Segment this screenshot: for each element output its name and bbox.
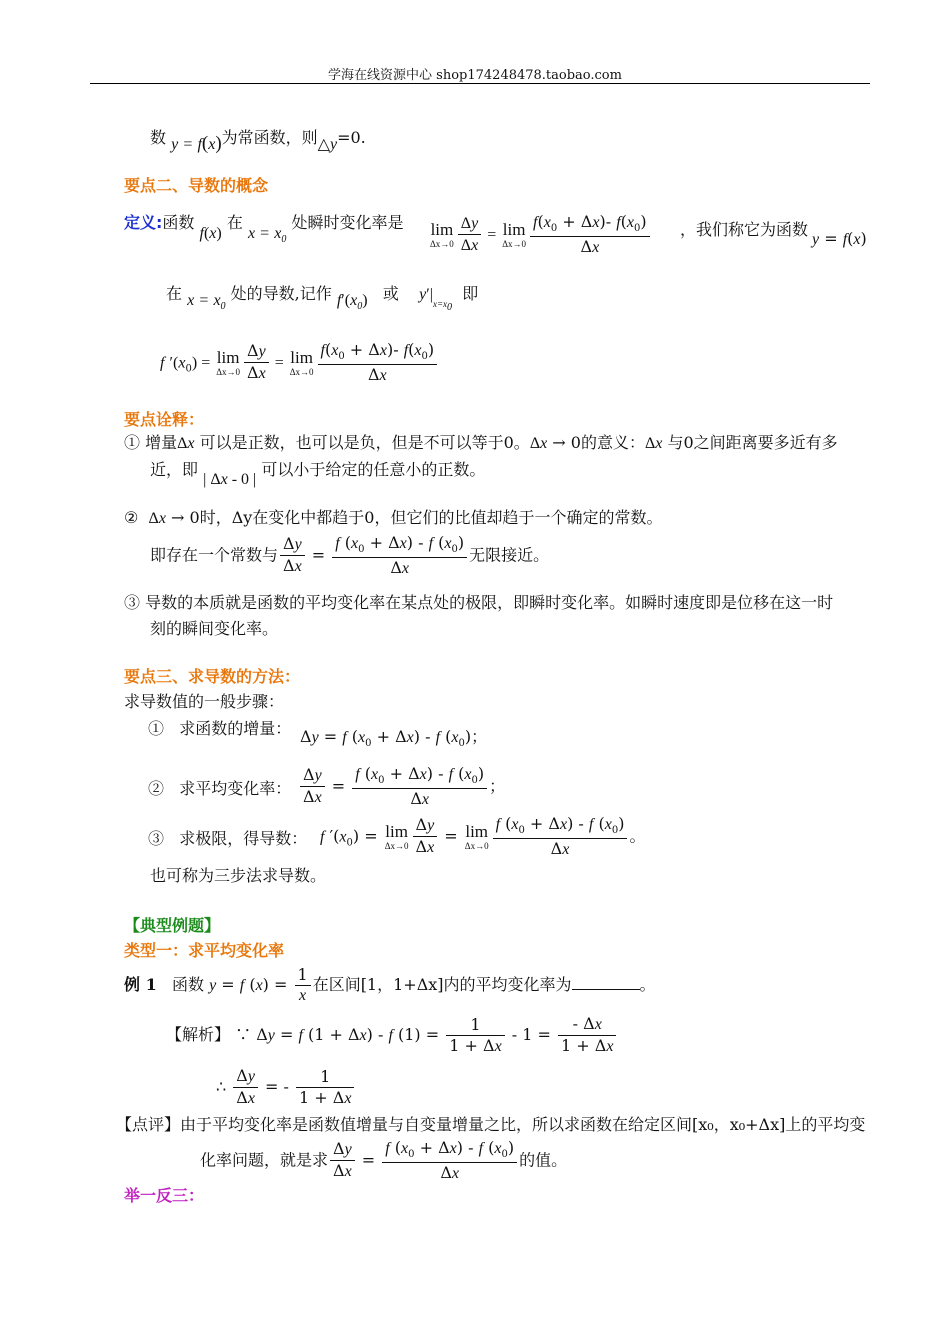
solution-line-2: ∴ $\frac{\Delta y}{\Delta x}$ = - $\frac{1}{1 + \Delta x}$ bbox=[216, 1066, 356, 1109]
step-1-formula: Δy = f $(x_0 + \Delta x) - f$ $(x_0)$； bbox=[300, 727, 488, 750]
page-header: 学海在线资源中心 shop174248478.taobao.com bbox=[328, 68, 622, 83]
solution-line-1: 【解析】 ∵ Δy = f (1 + Δx) - f (1) = $\frac{1}{1 + \Delta x}$ - 1 = $\frac{- \Delta x}{1 + \Delta x}$ bbox=[166, 1014, 618, 1057]
step-3: ③ 求极限，得导数： bbox=[148, 829, 308, 848]
note-3-line-2: 刻的瞬间变化率。 bbox=[150, 619, 279, 638]
definition-line: 定义:函数 f(x) 在 $x = x_0$ 处瞬时变化率是 bbox=[124, 213, 404, 246]
note-1-line-2: 近，即 | Δx - 0 | 可以小于给定的任意小的正数。 bbox=[150, 460, 486, 488]
note-2-line-2: 即存在一个常数与 $\frac{\Delta y}{\Delta x}$ = $\frac{f (x_0 + \Delta x) - f (x_0)}{\Delta x}$ 无限接近。 bbox=[150, 533, 550, 577]
note-2-line-1: ② Δx → 0时，Δy在变化中都趋于0，但它们的比值却趋于一个确定的常数。 bbox=[124, 508, 663, 527]
note-1-line-1: ① 增量Δx 可以是正数，也可以是负，但是不可以等于0。Δx → 0的意义：Δx 与0之间距离要多近有多 bbox=[124, 433, 838, 452]
step-3-formula: f $'(x_0)$ = lim Δx→0 $\frac{\Delta y}{\Delta x}$ = lim Δx→0 $\frac{f (x_0 + \Delta x) - f (x_0)}{\Delta x}$ 。 bbox=[320, 814, 646, 858]
comment-line-2: 化率问题，就是求 $\frac{\Delta y}{\Delta x}$ = $\frac{f (x_0 + \Delta x) - f (x_0)}{\Delta x}$ 的值。 bbox=[200, 1138, 568, 1182]
example-1: 例 1 函数 y = f (x) = $\frac{1}{x}$ 在区间[1，1+Δx]内的平均变化率为 。 bbox=[124, 965, 656, 1004]
header-rule bbox=[90, 83, 870, 84]
section2-title: 要点二、导数的概念 bbox=[124, 176, 269, 195]
step-2: ② 求平均变化率： bbox=[148, 779, 292, 798]
examples-title: 【典型例题】 bbox=[124, 916, 221, 935]
section3-intro: 求导数值的一般步骤： bbox=[124, 692, 285, 711]
definition-limit-formula: lim Δx→0 $\frac{\Delta y}{\Delta x}$ = lim Δx→0 $\frac{f(x_0 + \Delta x)- f(x_0)}{\Delta x}$ bbox=[428, 212, 652, 258]
definition-func: y = f(x) bbox=[812, 229, 867, 248]
step-2-formula: $\frac{\Delta y}{\Delta x}$ = $\frac{f (x_0 + \Delta x) - f (x_0)}{\Delta x}$ ； bbox=[298, 764, 505, 810]
notes-title: 要点诠释： bbox=[124, 410, 205, 429]
derivative-definition-formula: f $'(x_0)$ = lim Δx→0 $\frac{\Delta y}{\Delta x}$ = lim Δx→0 $\frac{f(x_0 + \Delta x)- f(x_0)}{\Delta x}$ bbox=[160, 340, 439, 386]
step-1: ① 求函数的增量： bbox=[148, 719, 292, 738]
intro-line: 数 y = f(x)为常函数，则△y=0. bbox=[150, 128, 366, 154]
section3-title: 要点三、求导数的方法： bbox=[124, 667, 301, 686]
answer-blank[interactable] bbox=[572, 975, 640, 990]
section3-outro: 也可称为三步法求导数。 bbox=[150, 866, 327, 885]
type1-title: 类型一：求平均变化率 bbox=[124, 941, 285, 960]
definition-line-end: ，我们称它为函数 bbox=[680, 220, 809, 239]
derivative-notation-line: 在 $x = x_0$ 处的导数,记作 $f'(x_0)$ 或 $y'|_{x=x_0}$ 即 bbox=[166, 284, 479, 313]
note-3-line-1: ③ 导数的本质就是函数的平均变化率在某点处的极限，即瞬时变化率。如瞬时速度即是位移在这一时 bbox=[124, 593, 834, 612]
practice-title: 举一反三： bbox=[124, 1186, 205, 1205]
comment-line-1: 【点评】由于平均变化率是函数值增量与自变量增量之比，所以求函数在给定区间[x₀，x₀+Δx]上的平均变 bbox=[116, 1115, 866, 1134]
